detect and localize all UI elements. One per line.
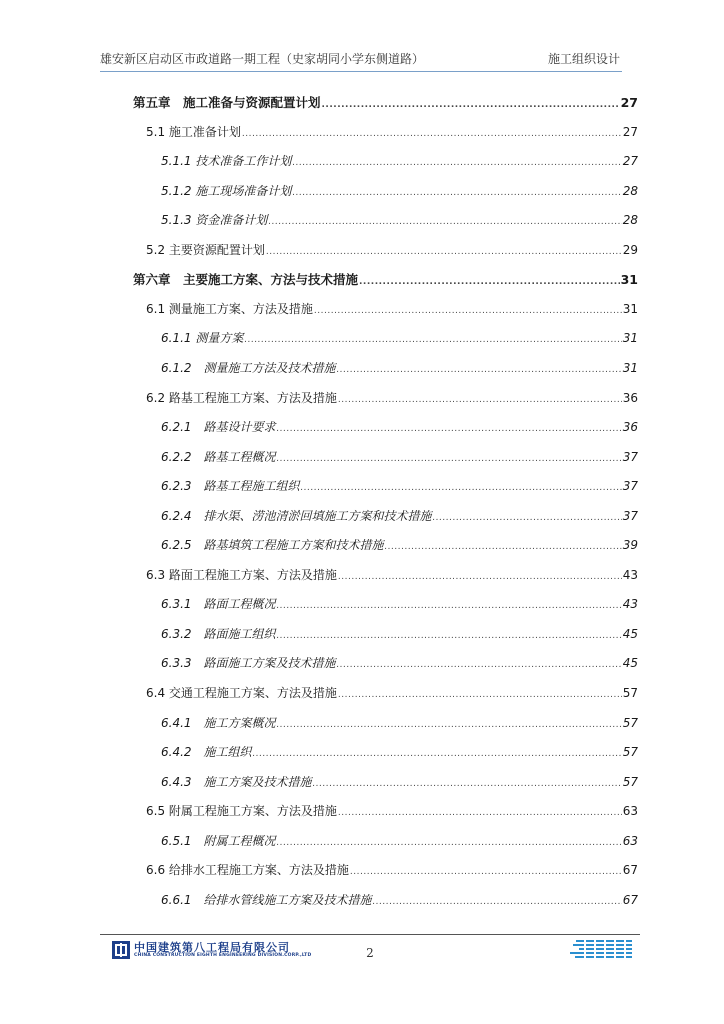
toc-entry[interactable] [133, 270, 638, 290]
toc-dot-leader [292, 188, 621, 198]
toc-entry-title: 6.4 交通工程施工方案、方法及措施 [146, 686, 337, 700]
toc-entry-title: 6.5.1 附属工程概况 [161, 834, 276, 848]
toc-entry[interactable] [161, 418, 638, 438]
toc-dot-leader [314, 306, 622, 316]
toc-entry-page: 43 [622, 597, 638, 611]
toc-entry-page: 57 [622, 686, 638, 700]
toc-entry-title: 6.2.1 路基设计要求 [161, 420, 276, 434]
toc-entry-title: 第六章 主要施工方案、方法与技术措施 [133, 272, 359, 287]
toc-entry[interactable] [146, 684, 638, 704]
toc-dot-leader [277, 424, 622, 434]
toc-entry[interactable] [161, 359, 638, 379]
toc-dot-leader [338, 808, 622, 818]
toc-dot-leader [359, 277, 620, 287]
toc-entry-title: 5.1 施工准备计划 [146, 125, 241, 139]
toc-entry[interactable] [161, 773, 638, 793]
toc-dot-leader [338, 395, 622, 405]
toc-entry[interactable] [161, 448, 638, 468]
toc-dot-leader [350, 867, 622, 877]
toc-dot-leader [301, 483, 622, 493]
toc-entry[interactable] [161, 891, 638, 911]
toc-entry-page: 57 [622, 775, 638, 789]
toc-entry[interactable] [146, 123, 638, 143]
toc-entry-page: 45 [622, 627, 638, 641]
toc-entry-title: 5.2 主要资源配置计划 [146, 243, 265, 257]
toc-entry-page: 45 [622, 656, 638, 670]
toc-dot-leader [337, 660, 622, 670]
page-header [100, 50, 620, 68]
toc-dot-leader [244, 335, 621, 345]
project-title: 雄安新区启动区市政道路一期工程（史家胡同小学东侧道路） [100, 52, 425, 66]
toc-entry[interactable] [161, 714, 638, 734]
toc-entry-page: 29 [622, 243, 638, 257]
toc-dot-leader [277, 454, 622, 464]
toc-dot-leader [266, 247, 622, 257]
toc-dot-leader [313, 779, 622, 789]
brand-stripes-icon [570, 939, 634, 961]
toc-entry-title: 6.3.3 路面施工方案及技术措施 [161, 656, 336, 670]
toc-dot-leader [338, 572, 622, 582]
toc-entry[interactable] [161, 211, 638, 231]
toc-entry-page: 28 [622, 184, 638, 198]
toc-entry[interactable] [146, 389, 638, 409]
toc-entry[interactable] [161, 536, 638, 556]
toc-entry-page: 37 [622, 509, 638, 523]
toc-entry-page: 31 [622, 361, 638, 375]
toc-dot-leader [253, 749, 622, 759]
toc-entry[interactable] [146, 861, 638, 881]
toc-entry-page: 27 [622, 154, 638, 168]
toc-entry[interactable] [146, 566, 638, 586]
toc-entry-page: 63 [622, 804, 638, 818]
toc-entry-title: 6.4.1 施工方案概况 [161, 716, 276, 730]
toc-dot-leader [277, 601, 622, 611]
toc-entry-title: 6.4.2 施工组织 [161, 745, 252, 759]
toc-dot-leader [322, 100, 620, 110]
toc-entry-title: 5.1.1 技术准备工作计划 [161, 154, 292, 168]
toc-dot-leader [433, 513, 622, 523]
toc-dot-leader [292, 158, 621, 168]
toc-entry[interactable] [161, 654, 638, 674]
toc-dot-leader [373, 897, 622, 907]
document-type: 施工组织设计 [547, 52, 620, 66]
toc-entry[interactable] [161, 625, 638, 645]
toc-entry-title: 6.2.2 路基工程概况 [161, 450, 276, 464]
toc-entry-page: 37 [622, 450, 638, 464]
page-number: 2 [366, 946, 374, 960]
company-name-en: CHINA CONSTRUCTION EIGHTH ENGINEERING DIVISION.CORP.,LTD [134, 953, 312, 958]
toc-entry-title: 6.3 路面工程施工方案、方法及措施 [146, 568, 337, 582]
toc-entry-title: 6.1 测量施工方案、方法及措施 [146, 302, 313, 316]
toc-entry[interactable] [161, 743, 638, 763]
toc-entry-page: 67 [622, 893, 638, 907]
toc-entry-page: 39 [622, 538, 638, 552]
toc-dot-leader [277, 838, 622, 848]
toc-entry-page: 57 [622, 745, 638, 759]
toc-entry-title: 6.2.5 路基填筑工程施工方案和技术措施 [161, 538, 384, 552]
toc-entry-title: 6.2 路基工程施工方案、方法及措施 [146, 391, 337, 405]
toc-entry-page: 27 [620, 95, 638, 110]
toc-entry[interactable] [161, 595, 638, 615]
toc-entry-page: 67 [622, 863, 638, 877]
toc-entry-title: 6.2.3 路基工程施工组织 [161, 479, 300, 493]
toc-entry-title: 第五章 施工准备与资源配置计划 [133, 95, 321, 110]
toc-entry[interactable] [133, 93, 638, 113]
toc-entry-title: 6.2.4 排水渠、涝池清淤回填施工方案和技术措施 [161, 509, 432, 523]
company-name-cn: 中国建筑第八工程局有限公司 [134, 941, 290, 954]
toc-entry[interactable] [161, 152, 638, 172]
footer-divider [100, 934, 640, 935]
toc-entry-page: 27 [622, 125, 638, 139]
toc-dot-leader [242, 129, 622, 139]
toc-entry[interactable] [161, 182, 638, 202]
toc-entry-page: 31 [622, 331, 638, 345]
toc-entry-page: 31 [622, 302, 638, 316]
toc-entry[interactable] [161, 477, 638, 497]
toc-dot-leader [338, 690, 622, 700]
toc-dot-leader [277, 720, 622, 730]
toc-dot-leader [268, 217, 621, 227]
toc-entry-title: 6.5 附属工程施工方案、方法及措施 [146, 804, 337, 818]
toc-entry[interactable] [161, 329, 638, 349]
toc-dot-leader [277, 631, 622, 641]
toc-entry-page: 28 [622, 213, 638, 227]
toc-entry[interactable] [146, 802, 638, 822]
toc-entry-page: 37 [622, 479, 638, 493]
company-logo-icon [112, 941, 130, 959]
toc-dot-leader [385, 542, 622, 552]
toc-entry-title: 6.6.1 给排水管线施工方案及技术措施 [161, 893, 372, 907]
toc-entry-page: 36 [622, 420, 638, 434]
toc-entry[interactable] [161, 507, 638, 527]
toc-entry-page: 43 [622, 568, 638, 582]
toc-entry-title: 6.4.3 施工方案及技术措施 [161, 775, 312, 789]
toc-entry-title: 5.1.3 资金准备计划 [161, 213, 268, 227]
toc-entry-page: 57 [622, 716, 638, 730]
toc-entry-title: 5.1.2 施工现场准备计划 [161, 184, 292, 198]
toc-entry[interactable] [146, 300, 638, 320]
toc-entry-title: 6.3.2 路面施工组织 [161, 627, 276, 641]
toc-entry-title: 6.1.1 测量方案 [161, 331, 244, 345]
toc-entry-title: 6.3.1 路面工程概况 [161, 597, 276, 611]
toc-entry-title: 6.1.2 测量施工方法及技术措施 [161, 361, 336, 375]
toc-entry-title: 6.6 给排水工程施工方案、方法及措施 [146, 863, 349, 877]
toc-dot-leader [337, 365, 622, 375]
toc-entry[interactable] [146, 241, 638, 261]
toc-entry-page: 31 [620, 272, 638, 287]
toc-entry-page: 63 [622, 834, 638, 848]
toc-entry-page: 36 [622, 391, 638, 405]
header-divider [100, 71, 622, 72]
toc-entry[interactable] [161, 832, 638, 852]
